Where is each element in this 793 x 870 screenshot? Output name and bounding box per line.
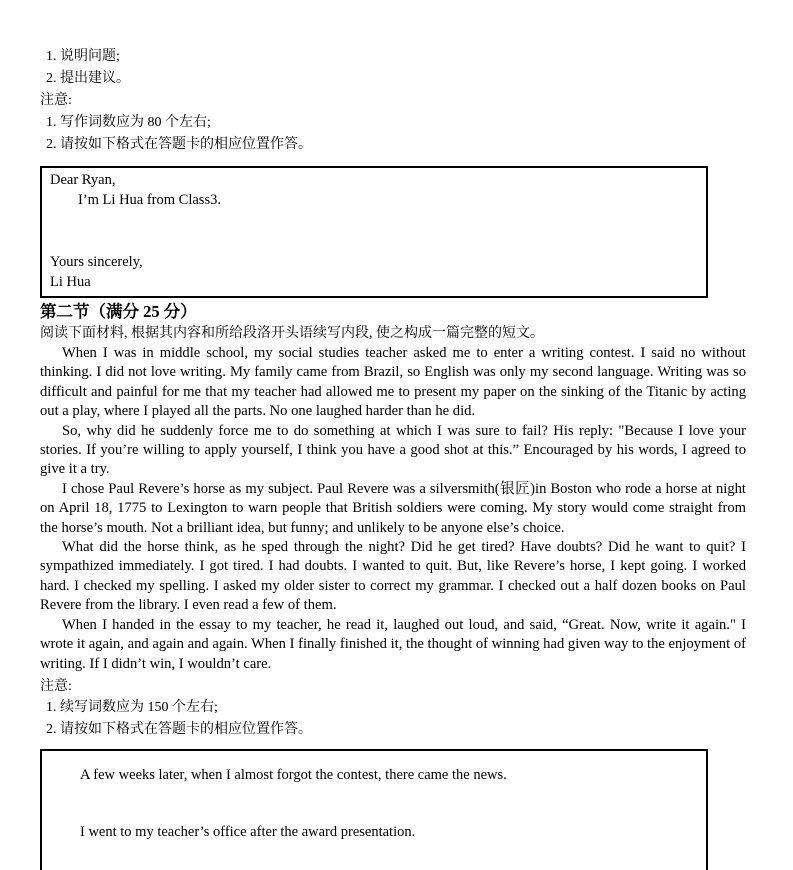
notice-item: 1. 续写词数应为 150 个左右; — [46, 700, 218, 716]
letter-answer-box — [40, 166, 708, 298]
letter-closing: Yours sincerely, — [50, 254, 143, 270]
notice-label: 注意: — [40, 678, 72, 694]
continuation-paragraph1-opening: A few weeks later, when I almost forgot the contest, there came the news. — [80, 767, 507, 784]
task1-point: 2. 提出建议。 — [46, 71, 130, 86]
reading-passage — [40, 344, 748, 674]
section2-title: 第二节（满分 25 分） — [40, 302, 197, 321]
notice-item: 1. 写作词数应为 80 个左右; — [46, 115, 211, 130]
task1-points — [40, 46, 748, 90]
passage-paragraph-5: When I handed in the essay to my teacher, he read it, laughed out loud, and said, “Great. Now, write it again." I wrote it again, and again and again. When I finally finished it, the thought of winning had given way to the enjoyment of writing. If I didn’t win, I wouldn’t care. — [40, 616, 746, 672]
passage-paragraph-4: What did the horse think, as he sped through the night? Did he get tired? Have doubts? Did he want to quit? I sympathized immediately. I got tired. I had doubts. I wanted to quit. But, like Revere’s horse, I kept going. I worked hard. I checked my spelling. I asked my older sister to correct my grammar. I checked out a half dozen books on Paul Revere from the library. I even read a few of them. — [40, 539, 746, 614]
passage-paragraph-3: I chose Paul Revere’s horse as my subject. Paul Revere was a silversmith(银匠)in Boston who rode a horse at night on April 18, 1775 to Lexington to warn people that British soldiers were coming. My story would come straight from the horse’s mouth. Not a brilliant idea, but funny; and unlikely to be anyone else’s choice. — [40, 480, 746, 536]
passage-paragraph-2: So, why did he suddenly force me to do something at which I was sure to fail? His reply: "Because I love your stories. If you’re willing to apply yourself, I think you have a good shot at this.” Encouraged by his words, I agreed to give it a try. — [40, 422, 746, 478]
continuation-paragraph2-opening: I went to my teacher’s office after the award presentation. — [80, 824, 416, 841]
letter-blank-space — [50, 210, 698, 252]
task1-point: 1. 说明问题; — [46, 49, 120, 64]
section2-instruction: 阅读下面材料, 根据其内容和所给段洛开头语续写内段, 使之构成一篇完整的短文。 — [40, 326, 544, 341]
notice-item: 2. 请按如下格式在答题卡的相应位置作答。 — [46, 137, 312, 152]
task1-notice — [40, 90, 748, 156]
task2-notice — [40, 676, 748, 741]
notice-label: 注意: — [40, 93, 72, 108]
notice-item: 2. 请按如下格式在答题卡的相应位置作答。 — [46, 721, 312, 737]
passage-paragraph-1: When I was in middle school, my social studies teacher asked me to enter a writing contest. I said no without thinking. I did not love writing. My family came from Brazil, so English was only my second language. Writing was so difficult and painful for me that my teacher had allowed me to present my paper on the sinking of the Titanic by acting out a play, where I played all the parts. No one laughed harder than he did. — [40, 345, 746, 420]
letter-signature: Li Hua — [50, 274, 91, 290]
letter-opening: I’m Li Hua from Class3. — [78, 192, 221, 208]
letter-salutation: Dear Ryan, — [50, 172, 116, 188]
continuation-answer-box — [40, 749, 708, 870]
